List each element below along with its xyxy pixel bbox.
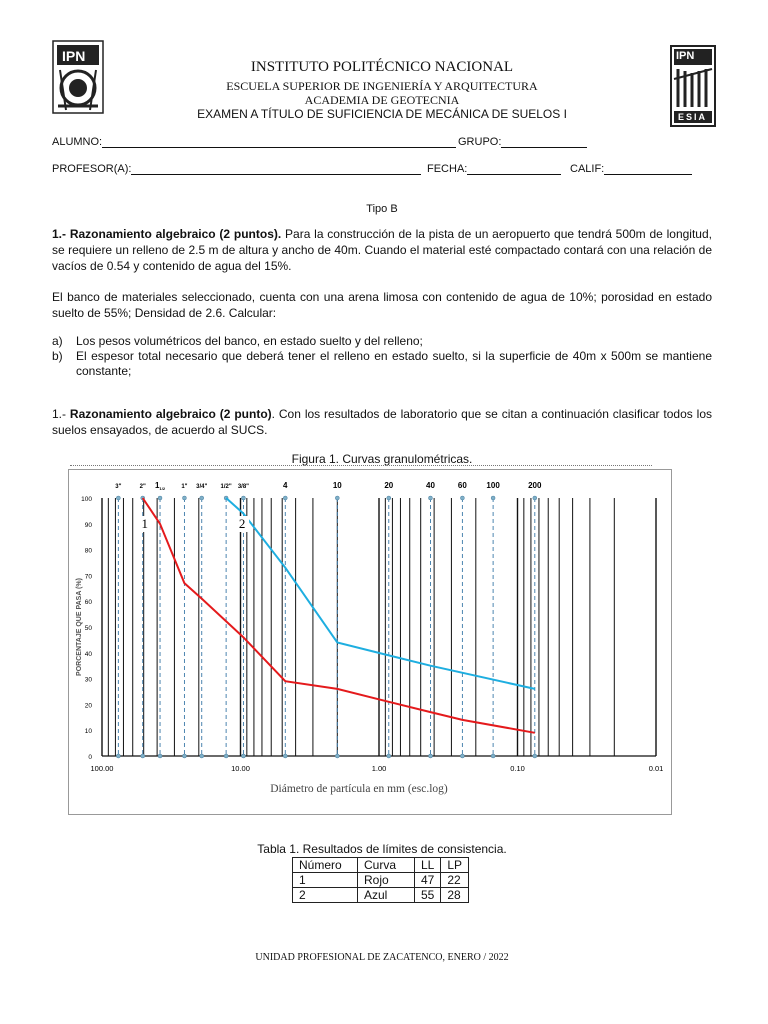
sieve-marker: [241, 754, 245, 758]
sieve-marker: [116, 496, 120, 500]
header-cell: Número: [293, 858, 358, 873]
list-item: [52, 334, 712, 349]
table-cell: 22: [441, 873, 469, 888]
series-label: 1: [141, 516, 148, 531]
sieve-label: 1": [181, 484, 188, 490]
sieve-label: 4: [283, 481, 288, 490]
institution-title: INSTITUTO POLITÉCNICO NACIONAL: [250, 59, 514, 75]
sieve-marker: [224, 754, 228, 758]
sieve-marker: [241, 496, 245, 500]
y-tick-label: 80: [84, 547, 92, 555]
sieve-marker: [182, 496, 186, 500]
profesor-line: [131, 164, 421, 175]
x-axis-label: Diámetro de partícula en mm (esc.log): [270, 783, 448, 795]
sieve-marker: [491, 496, 495, 500]
school-title: ESCUELA SUPERIOR DE INGENIERÍA Y ARQUITECTURA: [226, 79, 538, 93]
y-tick-label: 0: [88, 754, 92, 761]
profesor-label: PROFESOR(A):: [52, 163, 132, 175]
list-item: [52, 349, 712, 379]
q2-text: . Con los resultados de laboratorio que se citan a continuación clasificar todos los suelos ensayados, de acuerdo al SUCS.: [52, 407, 712, 437]
sieve-label: 3/4": [196, 484, 208, 490]
sieve-marker: [428, 754, 432, 758]
sieve-marker: [283, 496, 287, 500]
calif-field[interactable]: [570, 163, 692, 175]
y-tick-label: 40: [84, 650, 92, 658]
fecha-label: FECHA:: [427, 163, 468, 175]
sieve-marker: [158, 754, 162, 758]
table-cell: 28: [441, 888, 469, 903]
alumno-line: [102, 137, 456, 148]
sieve-marker: [158, 496, 162, 500]
sieve-label: 2": [139, 484, 146, 490]
table-cell: 1: [293, 873, 358, 888]
grain-size-chart: [68, 469, 672, 815]
table-cell: 2: [293, 888, 358, 903]
sieve-marker: [428, 496, 432, 500]
fecha-field[interactable]: [427, 163, 561, 175]
logo-esia-right: [670, 45, 716, 127]
logo-left-text: IPN: [62, 48, 86, 64]
sieve-marker: [182, 754, 186, 758]
calif-label: CALIF:: [570, 163, 605, 175]
sieve-marker: [200, 754, 204, 758]
tipo-label: Tipo B: [366, 203, 398, 215]
y-tick-label: 50: [84, 625, 92, 632]
sieve-marker: [533, 496, 537, 500]
sieve-label: $1_{1/2}$: [155, 481, 166, 491]
y-tick-label: 70: [84, 573, 92, 581]
sieve-marker: [491, 754, 495, 758]
limits-table: [292, 857, 469, 903]
y-tick-label: 30: [84, 676, 92, 684]
sieve-marker: [141, 754, 145, 758]
logo-ipn-left: [52, 40, 104, 114]
q2-title: Razonamiento algebraico (2 punto): [69, 407, 272, 421]
grupo-line: [501, 137, 587, 148]
logo-right-text: IPN: [676, 50, 695, 62]
y-tick-label: 90: [84, 521, 92, 529]
table-cell: Azul: [358, 888, 415, 903]
logo-right-sub: ESIA: [678, 112, 708, 122]
x-tick-label: 0.01: [648, 764, 664, 773]
table-caption: Tabla 1. Resultados de límites de consistencia.: [257, 842, 507, 856]
y-tick-label: 60: [84, 599, 92, 607]
x-tick-label: 0.10: [510, 764, 525, 773]
sieve-marker: [387, 754, 391, 758]
y-axis-label: PORCENTAJE QUE PASA (%): [76, 578, 83, 676]
sieve-marker: [283, 754, 287, 758]
x-tick-label: 1.00: [371, 764, 387, 773]
y-tick-label: 20: [84, 702, 92, 710]
y-tick-label: 10: [84, 728, 92, 736]
header-cell: LL: [415, 858, 441, 873]
sieve-label: 60: [457, 481, 467, 490]
table-header-row: [293, 858, 469, 873]
sieve-label: 3/8": [237, 484, 250, 490]
header-cell: LP: [441, 858, 469, 873]
question-2: [52, 406, 712, 438]
caption-underline: [70, 465, 652, 466]
sieve-marker: [533, 754, 537, 758]
sieve-marker: [200, 496, 204, 500]
table-cell: Rojo: [358, 873, 415, 888]
q1-title: Razonamiento algebraico (2 puntos).: [69, 227, 282, 241]
sieve-marker: [116, 754, 120, 758]
series-label: 2: [238, 516, 246, 531]
calif-line: [604, 164, 692, 175]
item-text: Los pesos volumétricos del banco, en estado suelto y del relleno;: [76, 334, 423, 348]
sieve-label: 100: [486, 481, 500, 490]
item-label: b): [52, 349, 63, 363]
fecha-line: [467, 164, 561, 175]
sieve-label: 40: [426, 481, 435, 490]
header-cell: Curva: [358, 858, 415, 873]
q2-number: 1.-: [52, 407, 67, 421]
sieve-label: 1/2": [220, 484, 232, 490]
item-text: El espesor total necesario que deberá tener el relleno en estado suelto, si la superficie de 40m x 500m se mantiene constante;: [76, 349, 712, 378]
question-1: [52, 226, 712, 274]
sieve-marker: [387, 496, 391, 500]
grupo-label: GRUPO:: [458, 136, 502, 148]
sieve-marker: [335, 496, 339, 500]
alumno-field[interactable]: [52, 136, 456, 148]
y-tick-label: 100: [81, 496, 92, 503]
question-1-para2: El banco de materiales seleccionado, cuenta con una arena limosa con contenido de agua de 10%; porosidad en estado suelto de 55%; Densidad de 2.6. Calcular:: [52, 290, 712, 320]
alumno-label: ALUMNO:: [52, 136, 103, 148]
sieve-marker: [460, 496, 464, 500]
academy-title: ACADEMIA DE GEOTECNIA: [304, 93, 460, 107]
sieve-label: 200: [528, 481, 542, 490]
question-1-items: [52, 334, 712, 379]
sieve-label: 10: [332, 481, 342, 490]
series-line: [226, 498, 535, 689]
table-cell: 47: [415, 873, 441, 888]
profesor-field[interactable]: [52, 163, 421, 175]
sieve-label: 20: [384, 481, 394, 490]
sieve-marker: [460, 754, 464, 758]
q1-number: 1.-: [52, 227, 67, 241]
sieve-label: 3": [115, 484, 122, 490]
chart-svg: [69, 470, 671, 814]
table-row: [293, 873, 469, 888]
table-cell: 55: [415, 888, 441, 903]
q1-text: Para la construcción de la pista de un aeropuerto que tendrá 500m de longitud, se requiere un relleno de 2.5 m de altura y ancho de 40m. Cuando el material esté compactado contará con una relación de vacíos de 0.54 y contenido de agua del 15%.: [52, 227, 712, 273]
footer: UNIDAD PROFESIONAL DE ZACATENCO, ENERO / 2022: [255, 952, 509, 963]
exam-title: EXAMEN A TÍTULO DE SUFICIENCIA DE MECÁNICA DE SUELOS I: [197, 107, 567, 121]
figure-caption: Figura 1. Curvas granulométricas.: [291, 452, 473, 466]
x-tick-label: 10.00: [231, 764, 250, 773]
table-row: [293, 888, 469, 903]
item-label: a): [52, 334, 63, 348]
sieve-marker: [335, 754, 339, 758]
x-tick-label: 100.00: [90, 764, 114, 773]
grupo-field[interactable]: [458, 136, 587, 148]
